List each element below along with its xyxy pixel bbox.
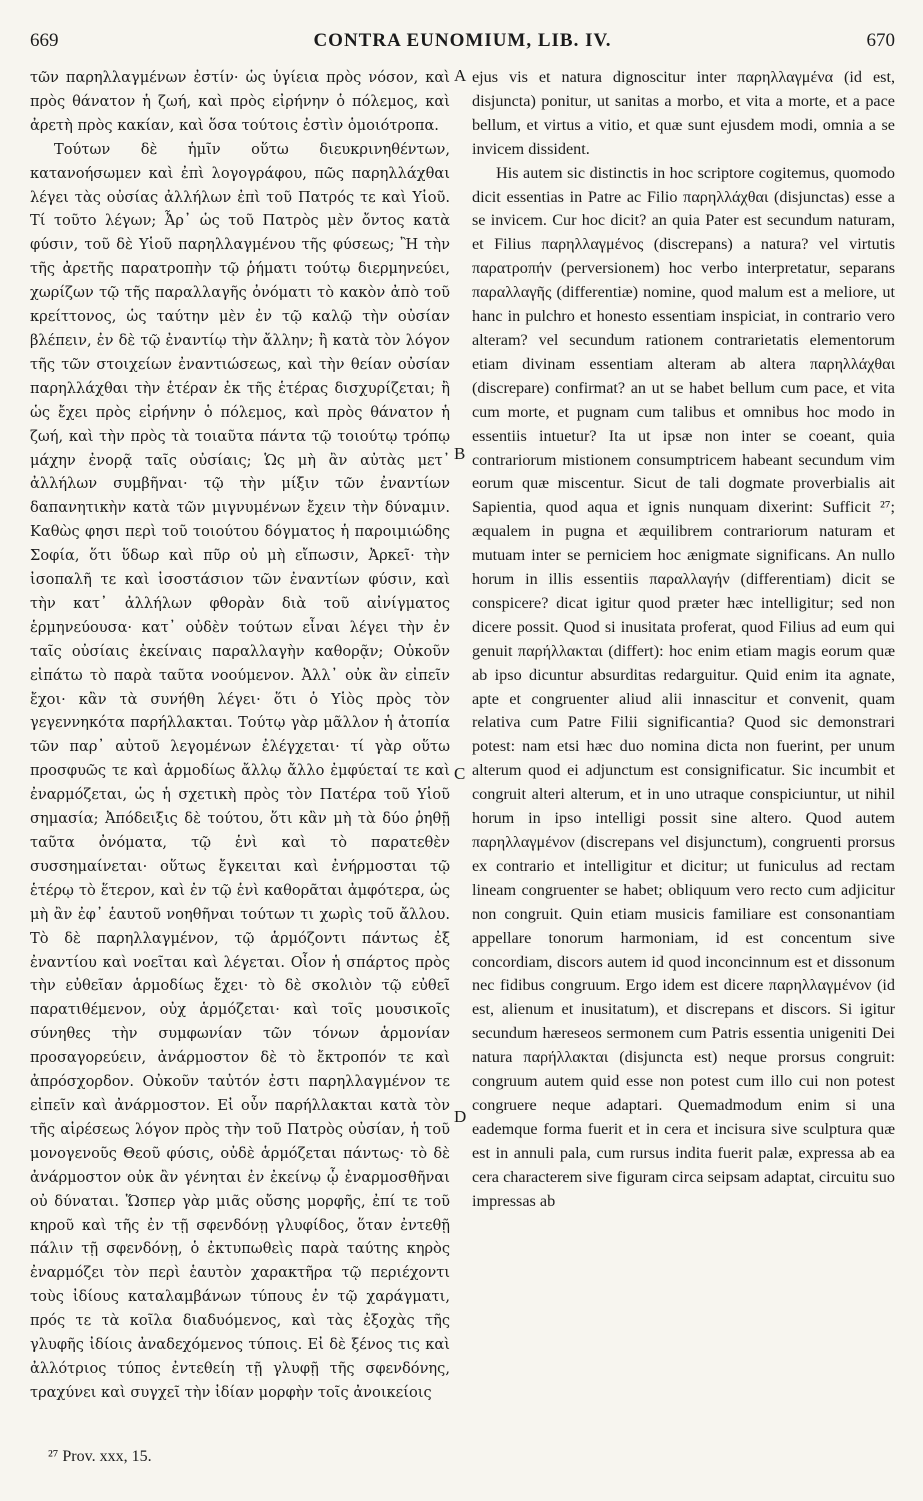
page-number-left: 669 <box>30 30 59 51</box>
latin-paragraph-2: His autem sic distinctis in hoc scriptore cogitemus, quomodo dicit essentias in Patre ac Filio παρηλλάχθαι (disjunctas) esse a se invicem. Cur hoc dicit? an quia Pater est secundum naturam, et Filius παρηλλαγμένος (discrepans) a natura? vel virtutis παρατροπήν (perversionem) hoc verbo interpretatur, separans παραλλαγῆς (differentiæ) nomine, quod malum est a meliore, ut hanc in pulchro et honesto essentiam inspiciat, in contrario vero alteram? vel secundum rationem contrarietatis elementorum etiam divinam essentiam alteram ab altera παρηλλάχθαι (discrepare) confirmat? an ut se habet bellum cum pace, et vita cum morte, et pugnam cum talibus et omnibus hoc modo in essentiis intuetur? Ita ut ipsæ non inter se coeant, quia contrariorum mistionem consumptricem habeant secundum vim eorum quæ miscentur. Sicut de tali dogmate proverbialis ait Sapientia, quod aqua et ignis nunquam dixerint: Sufficit ²⁷; æqualem in pugna et æquilibrem contrariorum naturam et mutuam inter se perniciem hoc ænigmate significans. An nullo horum in illis essentiis παραλλαγήν (differentiam) dicit se conspicere? dicat igitur quod præter hæc intelligitur; sed non dicere possit. Quod si inusitata proferat, quod Filius ad eum qui genuit παρήλλακται (differt): hoc enim etiam magis eorum quæ ab ipso dicuntur absurditas redarguitur. Quid enim ita agnate, apte et congruenter aliud alii innascitur et convenit, quam relativa cum Patre Filii significantia? Quod sic demonstrari potest: nam etsi hæc duo nomina dicta non fuerint, per unum alterum quod ei adjunctum est consignificatur. Sic incumbit et congruit alteri alterum, et in uno utraque conspiciuntur, ut nihil horum in ipso intelligi possit sine altero. Quod autem παρηλλαγμένον (discrepans vel disjunctum), congruenti prorsus ex contrario et intelligitur et dicitur; ut funiculus ad rectam lineam congruenter se habet; obliquum vero recto cum adjicitur non congruit. Quin etiam musicis familiare est consonantiam appellare tonorum harmoniam, id est concentum sive concordiam, discors autem id quod inconcinnum est et dissonum nec fidibus congruum. Ergo idem est dicere παρηλλαγμένον (id est, alienum et inusitatum), et discrepans et discors. Si igitur secundum hæreseos sermonem cum Patris essentia unigeniti Dei natura παρήλλακται (disjuncta est) neque prorsus congruit: congruum autem quid esse non potest cum illo cui non potest congruere neque adaptari. Quemadmodum enim si una eademque forma fuerit et in cera et incisura sive sculptura quæ est in annuli pala, cum rursus indita fuerit palæ, expressa ab ea cera characterem sive figuram circa seipsam adaptat, circuitu suo impressas ab <box>472 163 895 1210</box>
greek-column <box>30 66 450 1436</box>
running-title: CONTRA EUNOMIUM, LIB. IV. <box>313 30 612 51</box>
latin-column <box>472 66 895 1436</box>
greek-paragraph-2: Τούτων δὲ ἡμῖν οὕτω διευκρινηθέντων, κατανοήσωμεν καὶ ἐπὶ λογογράφου, πῶς παρηλλάχθαι λέγει τὰς οὐσίας ἀλλήλων ἐπὶ τοῦ Πατρός τε καὶ Υἱοῦ. Τί τοῦτο λέγων; Ἆρ᾿ ὡς τοῦ Πατρὸς μὲν ὄντος κατὰ φύσιν, τοῦ δὲ Υἱοῦ παρηλλαγμένου τῆς φύσεως; Ἢ τὴν τῆς ἀρετῆς παρατροπὴν τῷ ῥήματι τούτῳ διερμηνεύει, χωρίζων τῷ τῆς παραλλαγῆς ὀνόματι τὸ κακὸν ἀπὸ τοῦ κρείττονος, ὡς ταύτην μὲν ἐν τῷ καλῷ τὴν οὐσίαν βλέπειν, ἐν δὲ τῷ ἐναντίῳ τὴν ἄλλην; ἢ κατὰ τὸν λόγον τῆς τῶν στοιχείων ἐναντιώσεως, καὶ τὴν θείαν οὐσίαν παρηλλάχθαι τὴν ἑτέραν ἐκ τῆς ἑτέρας δισχυρίζεται; ἢ ὡς ἔχει πρὸς εἰρήνην ὁ πόλεμος, καὶ πρὸς θάνατον ἡ ζωή, καὶ τὴν πρὸς τὰ τοιαῦτα πάντα τῷ τοιούτῳ τρόπῳ μάχην ἐνορᾷ ταῖς οὐσίαις; Ὡς μὴ ἂν αὐτὰς μετ᾿ ἀλλήλων συμβῆναι· τῷ τὴν μίξιν τῶν ἐναντίων δαπανητικὴν κατὰ τῶν μιγνυμένων ἔχειν τὴν δύναμιν. Καθὼς φησι περὶ τοῦ τοιούτου δόγματος ἡ παροιμιώδης Σοφία, ὅτι ὕδωρ καὶ πῦρ οὐ μὴ εἴπωσιν, Ἀρκεῖ· τὴν ἰσοπαλῆ τε καὶ ἰσοστάσιον τῶν ἐναντίων φύσιν, καὶ τὴν κατ᾿ ἀλλήλων φθορὰν διὰ τοῦ αἰνίγματος ἑρμηνεύουσα· κατ᾿ οὐδὲν τούτων εἶναι λέγει τὴν ἐν ταῖς οὐσίαις ἐκείναις παραλλαγὴν καθορᾷν; Οὐκοῦν εἰπάτω τὸ παρὰ ταῦτα νοούμενον. Ἀλλ᾿ οὐκ ἂν εἰπεῖν ἔχοι· κἂν τὰ συνήθη λέγει· ὅτι ὁ Υἱὸς πρὸς τὸν γεγεννηκότα παρήλλακται. Τούτῳ γὰρ μᾶλλον ἡ ἀτοπία τῶν παρ᾿ αὐτοῦ λεγομένων ἐλέγχεται· τί γὰρ οὕτω προσφυῶς τε καὶ ἁρμοδίως ἄλλῳ ἄλλο ἐμφύεταί τε καὶ ἐναρμόζεται, ὡς ἡ σχετικὴ πρὸς τὸν Πατέρα τοῦ Υἱοῦ σημασία; Ἀπόδειξις δὲ τούτου, ὅτι κἂν μὴ τὰ δύο ῥηθῇ ταῦτα ὀνόματα, τῷ ἑνὶ καὶ τὸ παρατεθὲν συσσημαίνεται· οὕτως ἔγκειται καὶ ἐνήρμοσται τῷ ἑτέρῳ τὸ ἕτερον, καὶ ἐν τῷ ἑνὶ καθορᾶται ἀμφότερα, ὡς μὴ ἂν ἐφ᾿ ἑαυτοῦ νοηθῆναι τούτων τι χωρὶς τοῦ ἄλλου. Τὸ δὲ παρηλλαγμένον, τῷ ἁρμόζοντι πάντως ἐξ ἐναντίου καὶ νοεῖται καὶ λέγεται. Οἷον ἡ σπάρτος πρὸς τὴν εὐθεῖαν ἁρμοδίως ἔχει· τὸ δὲ σκολιὸν τῷ εὐθεῖ παρατιθέμενον, οὐχ ἁρμόζεται· καὶ τοῖς μουσικοῖς σύνηθες τὴν συμφωνίαν τῶν τόνων ἁρμονίαν προσαγορεύειν, ἀνάρμοστον δὲ τὸ ἔκτροπόν τε καὶ ἀπρόσχορδον. Οὐκοῦν ταὐτόν ἐστι παρηλλαγμένον τε εἰπεῖν καὶ ἀνάρμοστον. Εἰ οὖν παρήλλακται κατὰ τὸν τῆς αἱρέσεως λόγον πρὸς τὴν τοῦ Πατρὸς οὐσίαν, ἡ τοῦ μονογενοῦς Θεοῦ φύσις, οὐδὲ ἁρμόζεται πάντως· τὸ δὲ ἀνάρμοστον οὐκ ἂν γένηται ἐν ἐκείνῳ ᾧ ἐναρμοσθῆναι οὐ δύναται. Ὥσπερ γὰρ μιᾶς οὔσης μορφῆς, ἐπί τε τοῦ κηροῦ καὶ τῆς ἐν τῇ σφενδόνῃ γλυφίδος, ὅταν ἐντεθῇ πάλιν τῇ σφενδόνῃ, ὁ ἐκτυπωθεὶς παρὰ ταύτης κηρὸς ἐναρμόζει τὸν περὶ ἑαυτὸν χαρακτῆρα τῷ περιέχοντι τοὺς ἰδίους καταλαμβάνων τύπους ἐν τῷ χαράγματι, πρός τε τὰ κοῖλα διαδυόμενος, καὶ τὰς ἐξοχὰς τῆς γλυφῆς ἰδίοις ἀναδεχόμενος τύποις. Εἰ δὲ ξένος τις καὶ ἀλλότριος τύπος ἐντεθείη τῇ γλυφῇ τῆς σφενδόνης, τραχύνει καὶ συγχεῖ τὴν ἰδίαν μορφὴν τοῖς ἀνοικείοις <box>30 140 450 1401</box>
margin-letter-a: A <box>454 66 467 85</box>
margin-letter-d: D <box>454 1107 467 1126</box>
margin-letter-b: B <box>454 444 466 463</box>
page-header <box>30 30 895 56</box>
greek-paragraph-1: τῶν παρηλλαγμένων ἐστίν· ὡς ὑγίεια πρὸς νόσον, καὶ πρὸς θάνατον ἡ ζωή, καὶ πρὸς εἰρήνην ὁ πόλεμος, καὶ ἀρετὴ πρὸς κακίαν, καὶ ὅσα τούτοις ἐστὶν ὁμοιότροπα. <box>30 69 450 134</box>
latin-paragraph-1: ejus vis et natura dignoscitur inter παρηλλαγμένα (id est, disjuncta) ponitur, ut sanitas a morbo, et vita a morte, et a pace bellum, et virtus a vitio, et quæ sunt ejusdem modi, omnia a se invicem dissident. <box>472 68 895 158</box>
footnote: ²⁷ Prov. xxx, 15. <box>48 1448 152 1465</box>
page-number-right: 670 <box>866 30 895 51</box>
margin-letter-c: C <box>454 764 466 783</box>
